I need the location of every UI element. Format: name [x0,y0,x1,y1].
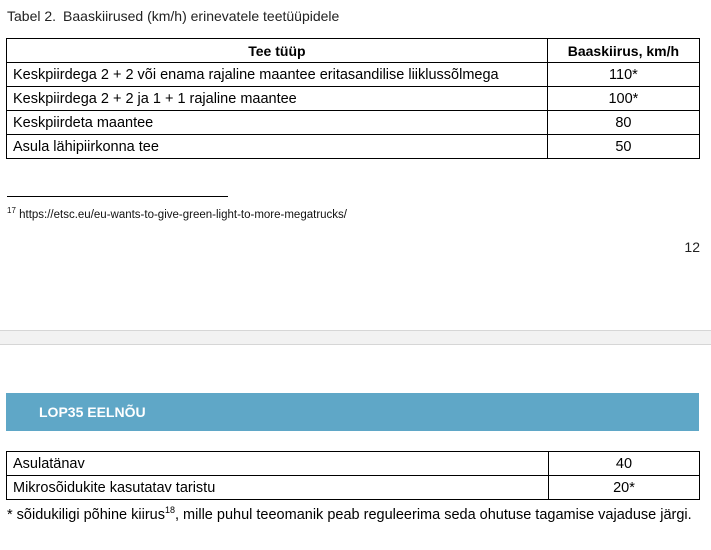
table-caption-number: Tabel 2. [7,8,57,24]
table-note-marker: 18 [164,505,175,515]
road-type-cell: Keskpiirdeta maantee [7,111,548,135]
draft-banner [6,393,699,431]
speed-table [6,38,700,159]
table-row [7,63,700,87]
speed-cell: 20* [548,476,699,500]
footnote-marker: 17 [7,206,16,215]
table-row [7,135,700,159]
table-note [7,500,703,525]
column-header-road-type: Tee tüüp [7,39,548,63]
table-row [7,87,700,111]
draft-banner-label: LOP35 EELNÕU [39,404,146,420]
speed-cell: 40 [548,452,699,476]
speed-cell: 100* [547,87,699,111]
table-note-text: * sõidukiligi põhine kiirus [7,506,165,523]
road-type-cell: Keskpiirdega 2 + 2 ja 1 + 1 rajaline maantee [7,87,548,111]
page-number: 12 [684,239,700,255]
road-type-cell: Asulatänav [7,452,549,476]
footnote [7,206,347,221]
table-row [7,111,700,135]
table-caption [7,8,339,24]
table-header-row [7,39,700,63]
footnote-separator [7,196,228,197]
speed-cell: 80 [547,111,699,135]
table-caption-text: Baaskiirused (km/h) erinevatele teetüüpidele [63,8,340,24]
table-note-text-rest: , mille puhul teeomanik peab reguleerima seda ohutuse tagamise vajaduse järgi. [175,506,692,523]
speed-table-continued [6,451,700,500]
speed-cell: 50 [547,135,699,159]
speed-cell: 110* [547,63,699,87]
road-type-cell: Asula lähipiirkonna tee [7,135,548,159]
table-row [7,476,700,500]
footnote-link[interactable]: https://etsc.eu/eu-wants-to-give-green-light-to-more-megatrucks/ [19,208,347,221]
page-break [0,330,711,345]
road-type-cell: Mikrosõidukite kasutatav taristu [7,476,549,500]
column-header-base-speed: Baaskiirus, km/h [547,39,699,63]
road-type-cell: Keskpiirdega 2 + 2 või enama rajaline maantee eritasandilise liiklussõlmega [7,63,548,87]
table-row [7,452,700,476]
